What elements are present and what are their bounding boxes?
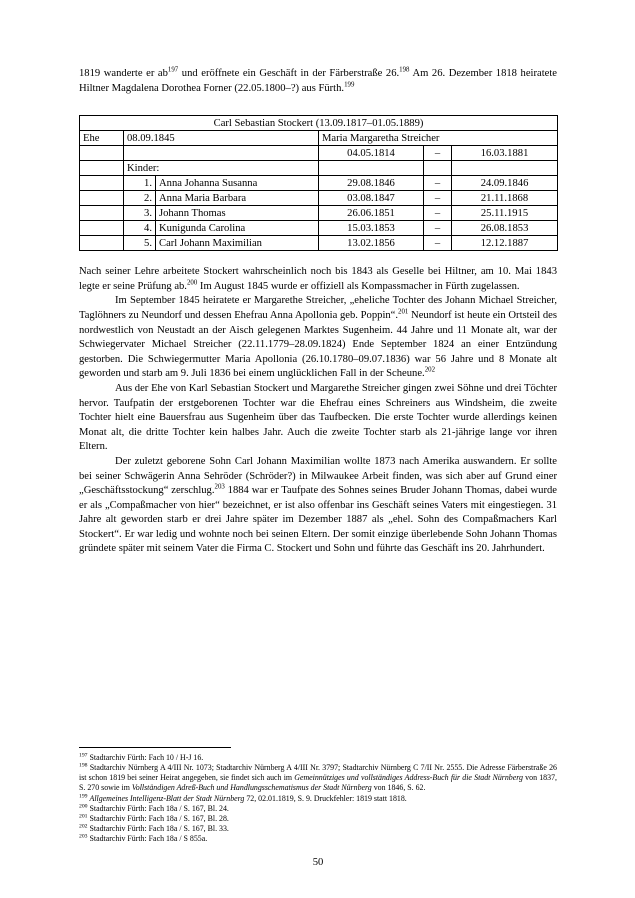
kinder-label-cell: Kinder: (124, 161, 319, 176)
body-section (79, 265, 557, 557)
dash-cell: – (424, 221, 452, 236)
footnote: $^{198}$ Stadtarchiv Nürnberg A 4/III Nr. 1073; Stadtarchiv Nürnberg A 4/III Nr. 3797; Stadtarchiv Nürnberg C 7/II Nr. 2555. Die Adresse Färberstraße 26 ist schon 1819 bei seiner Heirat angegeben, sie findet sich auch im Gemeinnütziges und vollständiges Address-Buch für die Stadt Nürnberg von 1837, S. 270 sowie im Vollständigen Adreß-Buch und Handlungsschematismus der Stadt Nürnberg von 1846, S. 62. (79, 762, 557, 793)
empty-cell (80, 176, 124, 191)
footnote-ref: 198 (399, 66, 410, 74)
marriage-row (80, 131, 558, 146)
empty-cell (424, 161, 452, 176)
footnote-number: 198 (79, 762, 88, 769)
dash-cell: – (424, 191, 452, 206)
footnote-ref: 199 (344, 81, 355, 89)
italic-title: Allgemeines Intelligenz-Blatt der Stadt Nürnberg (89, 793, 245, 803)
table-title-row (80, 116, 558, 131)
footnotes-section (79, 747, 557, 844)
child-row (80, 206, 558, 221)
footnote: $^{200}$ Stadtarchiv Fürth: Fach 18a / S. 167, Bl. 24. (79, 803, 229, 813)
footnote-number: 201 (79, 813, 88, 820)
footnote: $^{202}$ Stadtarchiv Fürth: Fach 18a / S. 167, Bl. 33. (79, 823, 229, 833)
child-row (80, 191, 558, 206)
paragraph: 1819 wanderte er $ab^{197}$ und eröffnete ein Geschäft in der Färberstraße 26.$^{198}$ Am 26. Dezember 1818 heiratete Hiltner Magdalena Dorothea Forner (22.05.1800–?) aus Fürth.$^{199}$ (79, 66, 557, 94)
empty-cell (452, 161, 558, 176)
ehe-date-cell: 08.09.1845 (124, 131, 319, 146)
empty-cell (80, 206, 124, 221)
child-row (80, 236, 558, 251)
footnotes-list (79, 753, 557, 844)
dash-cell: – (424, 146, 452, 161)
table-title: Carl Sebastian Stockert (13.09.1817–01.05.1889) (80, 116, 558, 131)
paragraph: Im September 1845 heiratete er Margarethe Streicher, „eheliche Tochter des Johann Michael Streicher, Taglöhners zu Neundorf und dessen Ehefrau Anna Apollonia geb. Poppin“.$^{201}$ Neundorf ist heute ein Ortsteil des nordwestlich von Neustadt an der Aisch gelegenen Marktes Sugenheim. 44 Jahre und 11 Monate alt, war der Schwiegervater Michael Streicher (22.11.1779–28.09.1824) Ende September 1824 an einer Entzündung gestorben. Die Schwiegermutter Maria Apollonia (26.10.1780–09.07.1836) war 56 Jahre und 8 Monate alt geworden und starb am 9. Juli 1836 bei einem unglücklichen Fall in der Scheune.$^{202}$ (79, 295, 557, 380)
footnote-number: 203 (79, 833, 88, 840)
paragraph: Aus der Ehe von Karl Sebastian Stockert und Margarethe Streicher gingen zwei Söhne und drei Töchter hervor. Taufpatin der erstgeborenen Tochter war die Ehefrau eines Schreiners aus Windsheim, die zweite Tochter hielt eine Bauersfrau aus Sugenheim über das Taufbecken. Die erste Tochter wurde allerdings keinen Monat alt, die dritte Tochter kein halbes Jahr. Auch die zweite Tochter starb als 21-jährige lange vor ihren Eltern. (79, 382, 557, 453)
child-death-cell: 12.12.1887 (452, 236, 558, 251)
empty-cell (124, 146, 319, 161)
empty-cell (319, 161, 424, 176)
footnote-number: 200 (79, 803, 88, 809)
child-name-cell: Carl Johann Maximilian (156, 236, 319, 251)
child-number-cell: 1. (124, 176, 156, 191)
footnote: $^{201}$ Stadtarchiv Fürth: Fach 18a / S. 167, Bl. 28. (79, 813, 229, 823)
child-death-cell: 25.11.1915 (452, 206, 558, 221)
child-birth-cell: 26.06.1851 (319, 206, 424, 221)
child-birth-cell: 13.02.1856 (319, 236, 424, 251)
child-name-cell: Kunigunda Carolina (156, 221, 319, 236)
footnote: $^{197}$ Stadtarchiv Fürth: Fach 10 / H-J 16. (79, 752, 204, 763)
empty-cell (80, 146, 124, 161)
genealogy-table (79, 115, 558, 251)
child-row (80, 176, 558, 191)
child-number-cell: 2. (124, 191, 156, 206)
spouse-name-cell: Maria Margaretha Streicher (319, 131, 558, 146)
child-death-cell: 24.09.1846 (452, 176, 558, 191)
footnote-ref: 201 (398, 308, 409, 316)
footnote-number: 202 (79, 823, 88, 830)
spouse-dates-row (80, 146, 558, 161)
child-number-cell: 3. (124, 206, 156, 221)
child-number-cell: 4. (124, 221, 156, 236)
italic-title: Vollständigen Adreß-Buch und Handlungsschematismus der Stadt Nürnberg (131, 783, 372, 793)
child-death-cell: 21.11.1868 (452, 191, 558, 206)
footnote-number: 197 (79, 752, 88, 759)
footnote: $^{199}$ Allgemeines Intelligenz-Blatt der Stadt Nürnberg 72, 02.01.1819, S. 9. Druckfehler: 1819 statt 1818. (79, 792, 407, 803)
empty-cell (80, 191, 124, 206)
dash-cell: – (424, 176, 452, 191)
child-row (80, 221, 558, 236)
dash-cell: – (424, 236, 452, 251)
child-birth-cell: 03.08.1847 (319, 191, 424, 206)
child-name-cell: Johann Thomas (156, 206, 319, 221)
footnote-separator (79, 747, 231, 748)
footnote: $^{203}$ Stadtarchiv Fürth: Fach 18a / S 855a. (79, 833, 208, 843)
intro-section (79, 67, 557, 96)
child-death-cell: 26.08.1853 (452, 221, 558, 236)
child-name-cell: Anna Maria Barbara (156, 191, 319, 206)
footnote-ref: 203 (214, 483, 225, 491)
dash-cell: – (424, 206, 452, 221)
child-number-cell: 5. (124, 236, 156, 251)
paragraph: Nach seiner Lehre arbeitete Stockert wahrscheinlich noch bis 1843 als Geselle bei Hiltner, am 10. Mai 1843 legte er seine Prüfung ab.$^{200}$ Im August 1845 wurde er offiziell als Kompassmacher in Fürth zugelassen. (79, 266, 557, 292)
page-number: 50 (312, 857, 324, 868)
ehe-label-cell: Ehe (80, 131, 124, 146)
paragraph: Der zuletzt geborene Sohn Carl Johann Maximilian wollte 1873 nach Amerika auswandern. Er sollte bei seiner Schwägerin Anna Sehröder (Schröder?) in Milwaukee Arbeit finden, was sich aber auf Grund einer „Geschäftsstockung“ zerschlug.$^{203}$ 1884 war er Taufpate des Sohnes seines Bruder Johann Thomas, dabei wurde er als „Compaßmacher von hier“ bezeichnet, er ist also offenbar ins Geschäft seines Vaters mit eingestiegen. 31 Jahre alt geworden starb er drei Jahre später im Dezember 1887 als „ehel. Sohn des Compaßmachers Karl Stockert“. Er war ledig und wohnte noch bei seinen Eltern. Der somit einzige überlebende Sohn Johann Thomas gründete später mit seinem Vater die Firma C. Stockert und Sohn und führte das Geschäft ins 20. Jahrhundert. (79, 455, 557, 555)
child-birth-cell: 29.08.1846 (319, 176, 424, 191)
footnote-ref: 202 (424, 366, 436, 374)
spouse-death-cell: 16.03.1881 (452, 146, 558, 161)
child-birth-cell: 15.03.1853 (319, 221, 424, 236)
spouse-birth-cell: 04.05.1814 (319, 146, 424, 161)
child-name-cell: Anna Johanna Susanna (156, 176, 319, 191)
kinder-header-row (80, 161, 558, 176)
empty-cell (80, 221, 124, 236)
footnote-ref: 197 (167, 66, 179, 74)
italic-title: Gemeinnütziges und vollständiges Address-Buch für die Stadt Nürnberg (294, 773, 523, 783)
empty-cell (80, 236, 124, 251)
footnote-ref: 200 (186, 279, 198, 287)
footnote-number: 199 (79, 792, 88, 799)
empty-cell (80, 161, 124, 176)
